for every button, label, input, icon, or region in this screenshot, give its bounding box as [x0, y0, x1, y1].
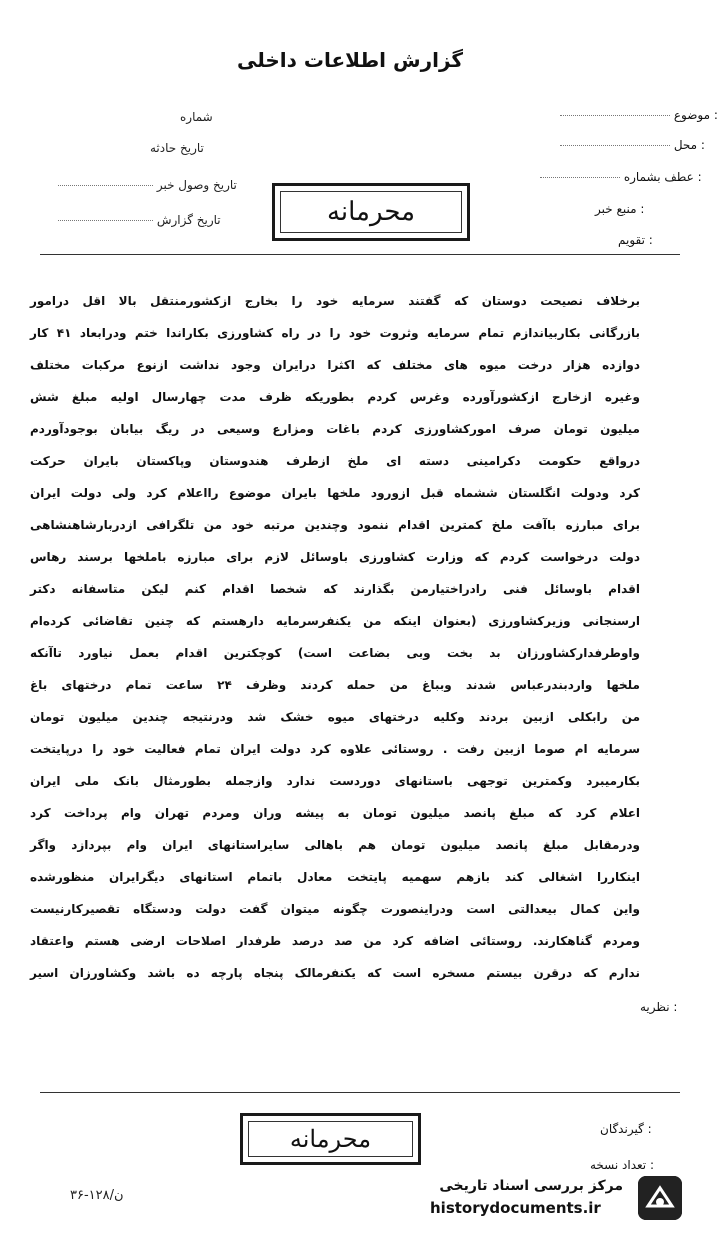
- field-incident-date-label: تاریخ حادثه: [150, 141, 204, 155]
- copies-label: تعداد نسخه :: [590, 1158, 655, 1172]
- field-receipt-date: [50, 178, 237, 192]
- recipients-label: گیرندگان :: [600, 1122, 652, 1136]
- field-location-label: محل :: [673, 138, 705, 152]
- body-line-19: اینکاررا اشغالی کند بازهم سهمیه پایتخت معادل باتمام استانهای دیگرایران منظورشده: [30, 870, 640, 884]
- stamp-bottom-text: محرمانه: [289, 1125, 372, 1153]
- field-subject-label: موضوع :: [673, 108, 718, 122]
- body-line-22: ندارم که درقرن بیستم مسخره است که یکنفرمالک پنجاه پارچه ده باشد وکشاورزان اسیر: [30, 966, 640, 980]
- header-divider: [40, 254, 680, 255]
- stamp-top-border: [280, 191, 462, 233]
- field-report-date-dots: [58, 220, 153, 221]
- field-incident-date: [150, 141, 204, 155]
- confidential-stamp-bottom: [240, 1113, 421, 1165]
- body-line-16: بکارمیبرد وکمترین توجهی باستانهای دوردست ندارد وازجمله بطورمثال بانک ملی ایران: [30, 774, 640, 788]
- body-line-6: درواقع حکومت دکرامینی دسته ای ملخ ازطرف هندوستان وپاکستان بایران حرکت: [30, 454, 640, 468]
- field-report-date: [50, 213, 221, 227]
- body-line-21: ومردم گناهکارند. روستائی اضافه کرد من صد درصد طرفدار اصلاحات ارضی هستم واعتقاد: [30, 934, 640, 948]
- archive-logo-svg: [638, 1176, 682, 1220]
- field-number: [180, 110, 213, 124]
- document-title: گزارش اطلاعات داخلی: [236, 48, 464, 72]
- body-line-7: کرد ودولت انگلستان ششماه قبل ازورود ملخها بایران موضوع رااعلام کرد ولی دولت ایران: [30, 486, 640, 500]
- field-location: [560, 138, 705, 152]
- body-line-5: میلیون تومان صرف امورکشاورزی کردم باغات ومزارع وسیعی در ریگ بیابان بوجودآوردم: [30, 422, 640, 436]
- field-reference: [540, 170, 702, 184]
- body-line-11: ارسنجانی وزیرکشاورزی (بعنوان اینکه من یکنفرسرمایه دارهستم که چنین تقاضائی کرده‌ام: [30, 614, 640, 628]
- body-line-1: برخلاف نصیحت دوستان که گفتند سرمایه خود را بخارج ازکشورمنتقل بالا اقل درامور: [30, 294, 640, 308]
- field-location-dots: [560, 145, 670, 146]
- body-line-17: اعلام کرد که مبلغ پانصد میلیون تومان به پیشه وران ومردم تهران وام پرداخت کرد: [30, 806, 640, 820]
- body-line-4: وغیره ازخارج ازکشورآورده وغرس کردم بطوریکه ظرف مدت چهارسال اولیه مبلغ شش: [30, 390, 640, 404]
- body-line-15: سرمایه ام صوما ازبین رفت . روستائی علاوه کرد دولت ایران تمام فعالیت خود را درپایتخت: [30, 742, 640, 756]
- body-line-13: ملخها واردبندرعباس شدند وبباغ من حمله کردند وظرف ۲۴ ساعت تمام درختهای باغ: [30, 678, 640, 692]
- body-line-2: بازرگانی بکاربیاندازم تمام سرمایه وثروت خود را در راه کشاورزی بکاراندا ختم ودرابعاد ۴۱ کار: [30, 326, 640, 340]
- field-receipt-date-label: تاریخ وصول خبر: [156, 178, 237, 192]
- opinion-label: نظریه :: [640, 1000, 678, 1014]
- body-line-18: ودرمقابل مبلغ پانصد میلیون تومان هم باهالی سایراستانهای ایران وام بپردازد واگر: [30, 838, 640, 852]
- logo-caption: مرکز بررسی اسناد تاریخی: [439, 1178, 623, 1194]
- field-subject-dots: [560, 115, 670, 116]
- field-calendar-label: تقویم :: [618, 233, 653, 247]
- body-line-8: برای مبارزه باآفت ملخ کمترین اقدام ننمود وچندین مرتبه خود من تلگرافی ازدربارشاهنشاهی: [30, 518, 640, 532]
- field-calendar: [618, 233, 653, 247]
- logo-url: historydocuments.ir: [430, 1199, 601, 1217]
- field-report-date-label: تاریخ گزارش: [156, 213, 221, 227]
- field-reference-label: عطف بشماره :: [623, 170, 702, 184]
- stamp-top-text: محرمانه: [326, 197, 416, 227]
- confidential-stamp-top: [272, 183, 470, 241]
- body-line-12: واوطرفدارکشاورزان بد بخت وبی بضاعت است) کوچکترین اقدام بعمل نیاورد تاآنکه: [30, 646, 640, 660]
- document-code: ن/۱۲۸-۳۶: [70, 1188, 124, 1203]
- body-line-14: من رابکلی ازبین بردند وکلیه درختهای میوه خشک شد ودرنتیجه چندین میلیون تومان: [30, 710, 640, 724]
- stamp-bottom-border: [248, 1121, 413, 1157]
- body-line-9: دولت درخواست کردم که وزارت کشاورزی باوسائل لازم برای مبارزه باملخها برسند رهاس: [30, 550, 640, 564]
- body-line-3: دوازده هزار درخت میوه های مختلف که اکثرا درایران وجود نداشت ازنوع مرکبات مختلف: [30, 358, 640, 372]
- field-subject: [560, 108, 718, 122]
- field-source: [595, 202, 644, 216]
- field-reference-dots: [540, 177, 620, 178]
- field-receipt-date-dots: [58, 185, 153, 186]
- field-number-label: شماره: [180, 110, 213, 124]
- body-line-10: اقدام باوسائل فنی رادراختیارمن بگذارند که شخصا اقدام کنم لیکن متاسفانه دکتر: [30, 582, 640, 596]
- archive-logo-icon: [638, 1176, 682, 1220]
- field-source-label: منبع خبر :: [595, 202, 645, 216]
- footer-divider: [40, 1092, 680, 1093]
- body-line-20: واین کمال بیعدالتی است ودراینصورت چگونه میتوان گفت دولت ودستگاه تقصیرکارنیست: [30, 902, 640, 916]
